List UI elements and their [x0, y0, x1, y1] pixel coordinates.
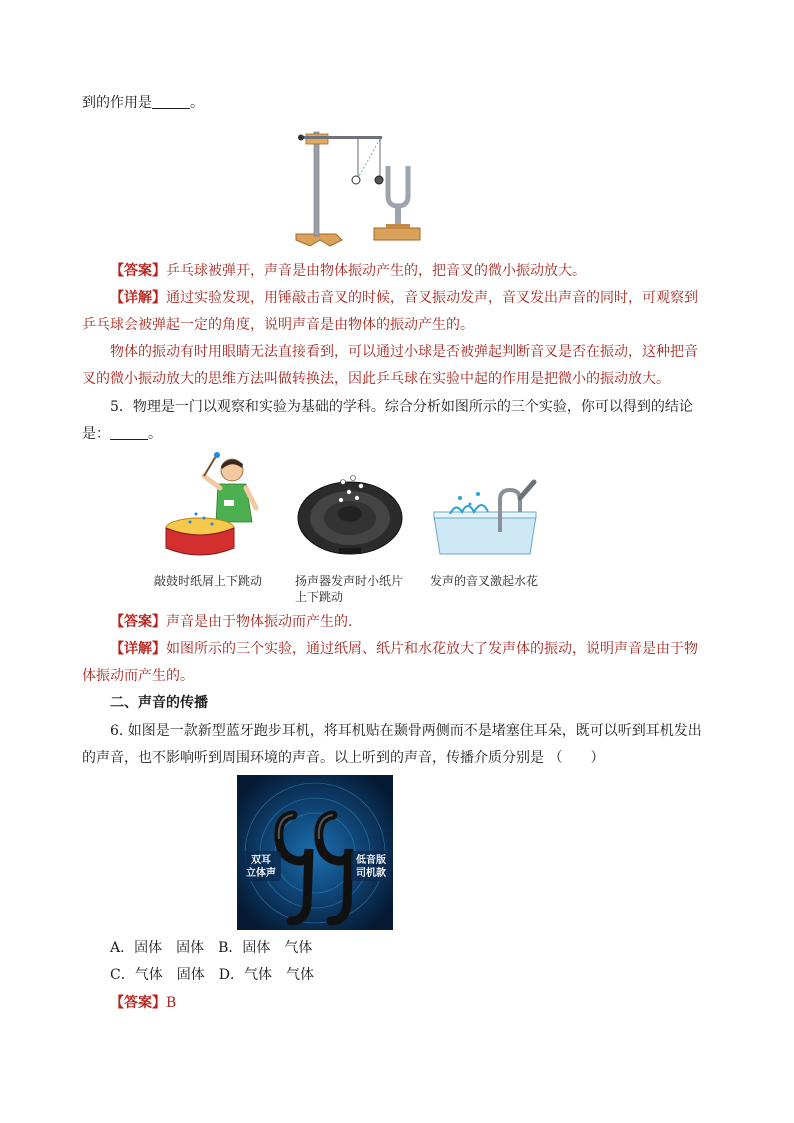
detail-tag: 【详解】 [110, 290, 166, 306]
drum-caption: 敲鼓时纸屑上下跳动 [154, 574, 263, 588]
tuning-fork-water-figure [430, 478, 540, 558]
q4-tail-end: 。 [190, 95, 204, 111]
q6-line2: 的声音，也不影响听到周围环境的声音。以上听到的声音，传播介质分别是 （ ） [82, 750, 605, 766]
tuning-fork-pingpong-figure [290, 122, 425, 250]
drum-boy-figure [160, 452, 270, 562]
answer-blank [110, 425, 148, 440]
fork-caption: 发声的音叉激起水花 [430, 574, 539, 588]
section-title: 二、声音的传播 [110, 695, 208, 711]
headphone-label-left1: 双耳 [251, 855, 271, 866]
answer-tag: 【答案】 [110, 263, 166, 279]
q6-options-row2 [110, 965, 750, 985]
q6-answer-text: B [166, 995, 177, 1011]
speaker-caption-line1: 扬声器发声时小纸片 [295, 574, 404, 588]
q4-answer-text: 乒乓球被弹开，声音是由物体振动产生的，把音叉的微小振动放大。 [166, 263, 586, 279]
speaker-figure [295, 470, 405, 560]
q5-detail-line1: 【详解】如图所示的三个实验，通过纸屑、纸片和水花放大了发声体的振动，说明声音是由于物 [110, 641, 698, 657]
q4-detail-line1: 【详解】通过实验发现，用锤敲击音叉的时候，音叉振动发声，音叉发出声音的同时，可观察到 [110, 290, 698, 306]
q5-line1: 5．物理是一门以观察和实验为基础的学科。综合分析如图所示的三个实验，你可以得到的结论 [110, 399, 693, 415]
headphone-label-left2: 立体声 [246, 868, 276, 879]
answer-tag: 【答案】 [110, 995, 166, 1011]
q4-detail-line4: 叉的微小振动放大的思维方法叫做转换法，因此乒乓球在实验中起的作用是把微小的振动放大。 [82, 371, 670, 387]
q6-options-row1 [110, 938, 750, 958]
q6-line1: 6. 如图是一款新型蓝牙跑步耳机，将耳机贴在颞骨两侧而不是堵塞住耳朵，既可以听到耳机发出 [110, 723, 702, 739]
bone-conduction-headphone-image [237, 775, 393, 930]
q5-detail-line2: 体振动而产生的。 [82, 668, 194, 684]
q5-line2: 是： 。 [82, 426, 162, 442]
speaker-caption-line2: 上下跳动 [295, 590, 344, 604]
q4-detail-line3: 物体的振动有时用眼睛无法直接看到，可以通过小球是否被弹起判断音叉是否在振动，这种把音 [110, 344, 698, 360]
option-a: A．固体 固体 [110, 940, 205, 956]
option-b: B．固体 气体 [218, 940, 313, 956]
q5-answer-text: 声音是由于物体振动而产生的. [166, 614, 353, 630]
headphone-label-right1: 低音版 [356, 855, 386, 866]
detail-tag: 【详解】 [110, 641, 166, 657]
option-d: D．气体 气体 [218, 967, 314, 983]
q6-answer-line [110, 993, 750, 1013]
q5-answer-line [110, 612, 750, 632]
answer-blank [152, 94, 190, 109]
q4-tail-line [82, 93, 722, 113]
answer-tag: 【答案】 [110, 614, 166, 630]
q4-answer-line [110, 261, 750, 281]
q4-tail-text: 到的作用是 [82, 95, 152, 111]
q4-detail-line2: 乒乓球会被弹起一定的角度，说明声音是由物体的振动产生的。 [82, 317, 474, 333]
option-c: C．气体 固体 [110, 967, 205, 983]
headphone-label-right2: 司机款 [356, 868, 386, 879]
